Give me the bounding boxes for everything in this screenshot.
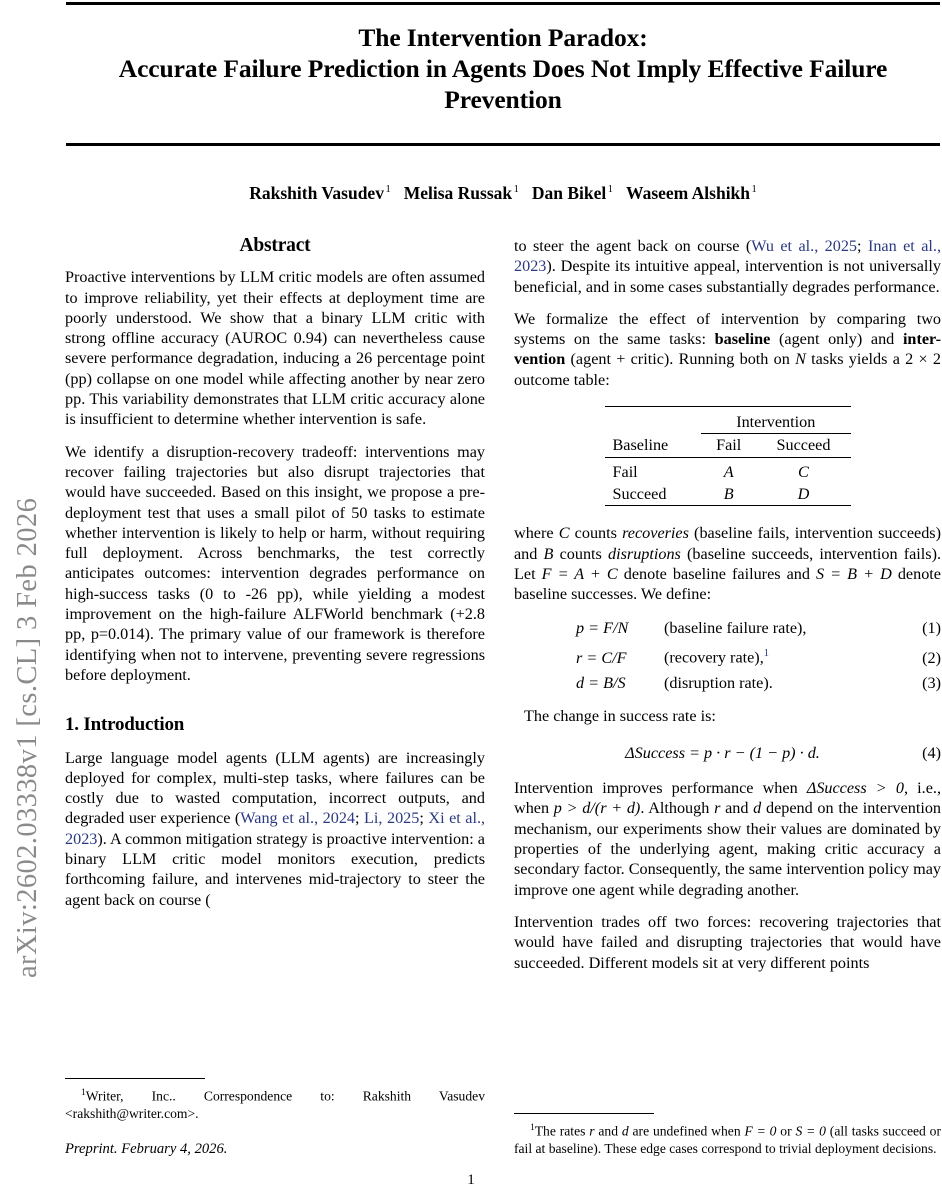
right-column	[514, 236, 941, 973]
footnote-right-text-c: are undefined when	[628, 1123, 745, 1139]
equation-2-description	[664, 641, 901, 670]
equation-3-number: (3)	[922, 673, 941, 692]
symbol-delta-success: ΔSuccess > 0	[806, 779, 904, 798]
symbol-F-equation: F = A + C	[541, 564, 618, 583]
where-text-b: counts	[569, 524, 623, 543]
formalization-paragraph	[514, 309, 941, 390]
citation-li-2025[interactable]: Li, 2025	[364, 809, 420, 828]
formalize-text-e: outcome table:	[514, 370, 610, 389]
equation-1-number: (1)	[922, 619, 941, 638]
author-2-affiliation-mark: 1	[513, 184, 519, 196]
where-text-d: counts	[553, 544, 608, 563]
outcome-table	[605, 406, 851, 509]
term-baseline: baseline	[714, 330, 771, 349]
intro-cont-sep: ;	[857, 237, 868, 255]
abstract-heading: Abstract	[239, 235, 311, 256]
intro-text-d: ). A common mitigation strategy is proactive intervention: a binary LLM critic model monitors execution, predicts forthcoming failure, and intervenes mid-trajectory to steer the agent back on course (	[65, 829, 485, 909]
preprint-note: Preprint. February 4, 2026.	[65, 1141, 228, 1157]
where-text-f: denote baseline failures and	[617, 564, 817, 583]
term-intervention: inter-vention	[514, 330, 941, 369]
introduction-paragraph-1	[65, 748, 485, 910]
where-text-e: (baseline succeeds, intervention fails). Let	[514, 544, 942, 583]
author-1	[249, 183, 390, 203]
author-4-affiliation-mark: 1	[751, 184, 757, 196]
equation-1-description: (baseline failure rate),	[664, 619, 807, 638]
table-bottom-rule	[605, 506, 851, 510]
equation-4-number: (4)	[922, 744, 941, 763]
symbol-r: r	[714, 799, 721, 818]
footnote-marker-equation-2[interactable]: 1	[763, 648, 769, 660]
footnote-symbol-F: F = 0	[744, 1123, 777, 1139]
table-row	[605, 483, 851, 506]
improves-text-e: depend on the intervention mechanism, our experiments show their values are dominated by properties of the underlying agent, making critic accuracy a secondary factor. Consequently, the same intervention policy may improve one agent while degrading another.	[514, 799, 942, 899]
table-header-succeed: Succeed	[776, 436, 831, 455]
intro-continuation-paragraph	[514, 236, 941, 297]
table-cell-A: A	[723, 462, 734, 481]
intro-text-b: ;	[355, 809, 365, 828]
improves-text-b: , i.e., when	[514, 779, 942, 818]
footnote-right-text-b: and	[594, 1123, 622, 1139]
equation-row-2	[514, 641, 941, 670]
equation-row-4	[514, 740, 941, 766]
equation-row-3	[514, 671, 941, 696]
formalize-text-b: (agent only) and	[770, 330, 903, 349]
arxiv-stamp: arXiv:2602.03338v1 [cs.CL] 3 Feb 2026	[12, 497, 43, 978]
table-span-header-intervention: Intervention	[701, 411, 850, 434]
table-cell-C: C	[798, 462, 809, 481]
where-text-g: denote baseline successes. We define:	[514, 564, 941, 604]
table-row	[605, 461, 851, 483]
term-disruptions: disruptions	[608, 544, 681, 563]
symbol-B: B	[543, 544, 554, 563]
footnote-rule-left	[65, 1078, 205, 1079]
table-cell-B: B	[723, 484, 734, 503]
equation-1-lhs: p = F/N	[576, 619, 629, 638]
table-header-baseline: Baseline	[612, 436, 669, 455]
formalize-text-a: We formalize the effect of intervention by comparing two systems on the same tasks:	[514, 309, 941, 349]
intro-text-a: Large language model agents (LLM agents) are increasingly deployed for complex, multi-step tasks, where failures can be costly due to wasted computation, incorrect outputs, and degraded user experience (	[65, 748, 485, 828]
footnote-left-text: Writer, Inc.. Correspondence to: Rakshith Vasudev <rakshith@writer.com>.	[65, 1088, 485, 1122]
equation-3-lhs: d = B/S	[576, 673, 626, 692]
author-4-name: Waseem Alshikh	[626, 183, 751, 203]
footnote-block-right	[514, 1113, 941, 1157]
footnote-affiliation	[65, 1085, 485, 1122]
citation-wang-2024[interactable]: Wang et al., 2024	[240, 809, 356, 828]
footnote-block-left	[65, 1078, 485, 1122]
title-line-1: The Intervention Paradox:	[358, 23, 648, 52]
title-line-2: Accurate Failure Prediction in Agents Does Not Imply Effective Failure	[118, 54, 888, 83]
symbol-d: d	[753, 799, 762, 818]
symbol-N: N	[795, 350, 806, 369]
author-1-name: Rakshith Vasudev	[249, 183, 384, 203]
author-2	[404, 183, 519, 203]
equation-3-description: (disruption rate).	[664, 673, 773, 692]
author-list	[66, 183, 940, 204]
citation-wu-2025[interactable]: Wu et al., 2025	[751, 237, 858, 255]
footnote-right-text-a: The rates	[534, 1123, 590, 1139]
footnote-symbol-d: d	[621, 1123, 629, 1139]
definitions-paragraph	[514, 523, 941, 604]
footnote-right-text-e: (all tasks succeed or fail at baseline). These edge cases correspond to trivial deployment decisions.	[514, 1123, 941, 1157]
header-rule-top	[66, 2, 940, 5]
footnote-rule-right	[514, 1113, 654, 1114]
change-in-success-lead: The change in success rate is:	[524, 706, 716, 725]
author-3-affiliation-mark: 1	[607, 184, 614, 196]
table-row-label-fail: Fail	[612, 462, 638, 481]
where-text-a: where	[514, 524, 559, 543]
term-recoveries: recoveries	[622, 524, 689, 543]
citation-inan-2023[interactable]: Inan et al., 2023	[514, 237, 941, 276]
table-corner-blank	[605, 411, 702, 434]
improves-text-d: and	[720, 799, 754, 818]
footnote-right-text-d: or	[776, 1123, 796, 1139]
author-3-name: Dan Bikel	[531, 183, 607, 203]
symbol-2x2: 2 × 2	[905, 350, 941, 369]
formalize-text-d: tasks yields a	[805, 350, 906, 369]
footnote-symbol-r: r	[589, 1123, 595, 1139]
left-column	[65, 236, 485, 922]
improves-performance-paragraph	[514, 778, 941, 900]
footnote-right-marker: 1	[530, 1123, 535, 1134]
page-title	[80, 22, 926, 115]
equation-block-rates	[514, 616, 941, 695]
symbol-inequality: p > d/(r + d)	[553, 799, 641, 818]
footnote-rates	[514, 1120, 941, 1157]
footnote-symbol-S: S = 0	[795, 1123, 826, 1139]
symbol-C: C	[558, 524, 570, 543]
header-rule-bottom	[66, 143, 940, 146]
equation-4-body: ΔSuccess = p · r − (1 − p) · d.	[625, 744, 820, 763]
intro-cont-tail: ). Despite its intuitive appeal, intervention is not universally beneficial, and in some cases substantially degrades performance.	[514, 257, 941, 296]
title-line-3: Prevention	[444, 85, 562, 114]
where-text-c: (baseline fails, intervention succeeds) and	[514, 524, 942, 563]
tradeoff-paragraph: Intervention trades off two forces: recovering trajectories that would have failed and disrupting trajectories that would have succeeded. Different models sit at very different points	[514, 912, 941, 972]
equation-2-description-text: (recovery rate),	[664, 648, 764, 667]
author-4	[626, 183, 757, 203]
equation-row-1	[514, 616, 941, 641]
intro-text-c: ;	[419, 809, 429, 828]
author-3	[532, 183, 613, 203]
author-2-name: Melisa Russak	[403, 183, 513, 203]
equation-2-number: (2)	[922, 648, 941, 667]
abstract-paragraph-2: We identify a disruption-recovery tradeoff: interventions may recover failing trajectories but also disrupt trajectories that would have succeeded. Based on this insight, we propose a pre-deployment test that uses a small pilot of 50 tasks to estimate whether intervention is likely to help or harm, without requiring full deployment. Across benchmarks, the test correctly anticipates outcomes: intervention degrades performance on high-success tasks (0 to -26 pp), while yielding a modest improvement on the high-failure ALFWorld benchmark (+2.8 pp, p=0.014). The primary value of our framework is therefore identifying when not to intervene, preventing severe regressions before deployment.	[65, 442, 485, 684]
section-heading-introduction: 1. Introduction	[65, 714, 185, 736]
equation-2-lhs: r = C/F	[576, 648, 627, 667]
formalize-text-c: (agent + critic). Running both on	[565, 350, 796, 369]
citation-xi-2023[interactable]: Xi et al., 2023	[65, 809, 486, 848]
table-header-fail: Fail	[716, 436, 742, 455]
intro-cont-lead: to steer the agent back on course (	[514, 237, 752, 255]
table-row-label-succeed: Succeed	[612, 484, 667, 503]
page-number: 1	[467, 1172, 475, 1188]
table-cell-D: D	[797, 484, 810, 503]
table-span-header-row	[605, 411, 851, 434]
improves-text-a: Intervention improves performance when	[514, 779, 807, 798]
abstract-paragraph-1: Proactive interventions by LLM critic models are often assumed to improve reliability, yet their effects at deployment time are poorly understood. We show that a binary LLM critic with strong offline accuracy (AUROC 0.94) can nevertheless cause severe performance degradation, inducing a 26 percentage point (pp) collapse on one model while affecting another by near zero pp. This variability demonstrates that LLM critic accuracy alone is insufficient to determine whether intervention is safe.	[65, 268, 485, 429]
footnote-left-marker: 1	[81, 1088, 86, 1099]
symbol-S-equation: S = B + D	[816, 564, 892, 583]
improves-text-c: . Although	[640, 799, 715, 818]
table-header-row	[605, 434, 851, 457]
author-1-affiliation-mark: 1	[385, 184, 391, 196]
